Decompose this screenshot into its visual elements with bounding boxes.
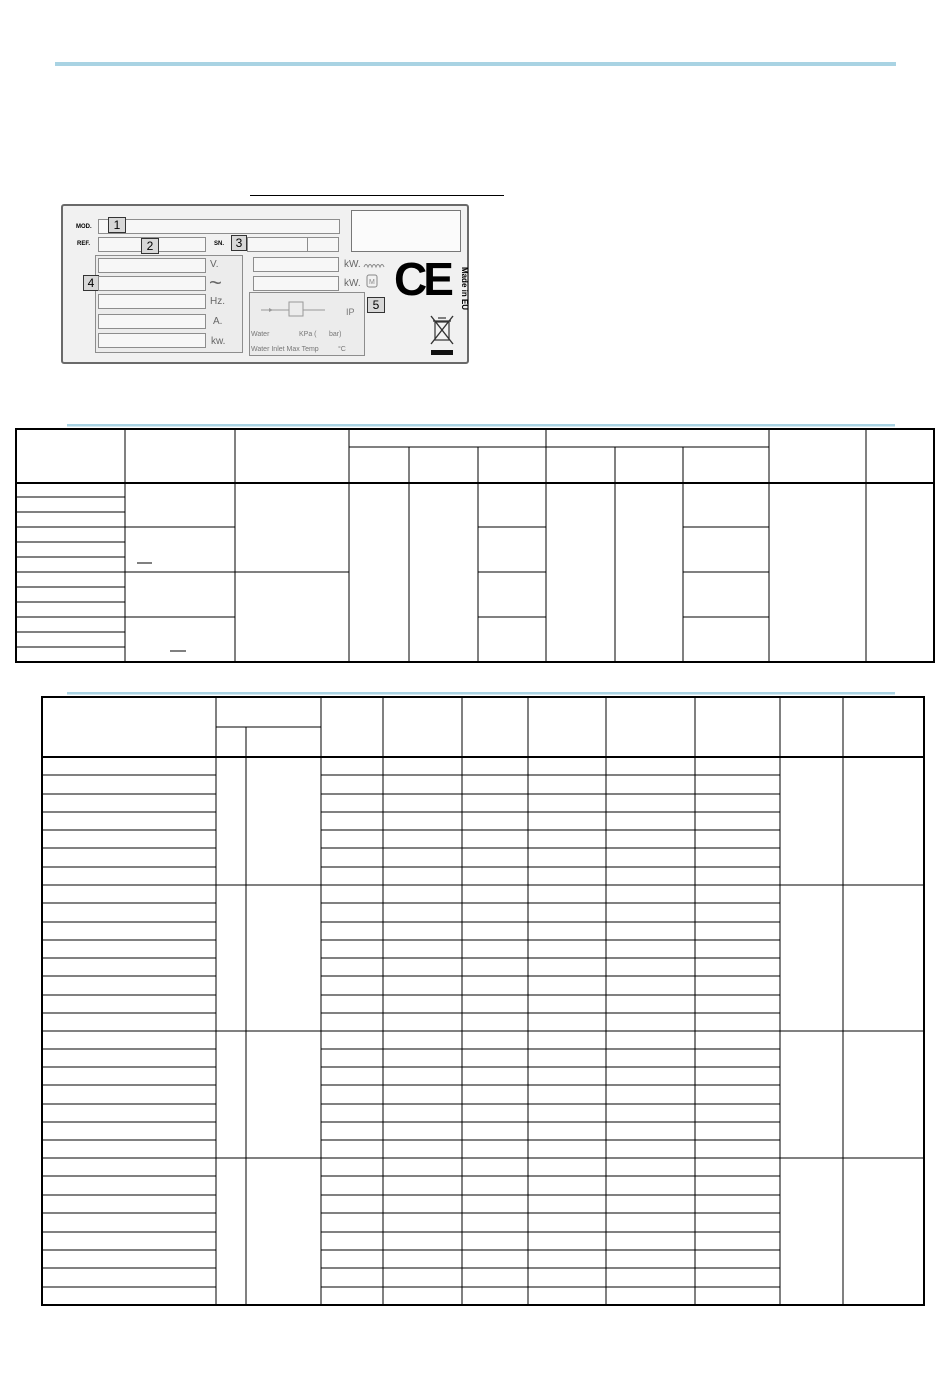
callout-2: 2 bbox=[141, 238, 159, 254]
callout-3: 3 bbox=[231, 235, 247, 251]
pressure-unit-bar: bar) bbox=[329, 331, 342, 338]
current-unit: A. bbox=[213, 316, 223, 327]
callout-1: 1 bbox=[108, 217, 126, 233]
svg-text:M: M bbox=[369, 279, 375, 286]
celsius-unit: °C bbox=[338, 346, 346, 353]
ac-phase-symbol: ~ bbox=[209, 270, 222, 295]
made-in-eu-label: Made in EU bbox=[460, 266, 470, 311]
ip-label: IP bbox=[346, 307, 355, 317]
frequency-unit: Hz. bbox=[210, 296, 225, 307]
ref-label: REF. bbox=[77, 241, 91, 247]
sn-label: SN. bbox=[214, 241, 225, 247]
motor-power-unit: kW. bbox=[344, 278, 361, 289]
water-inlet-max-temp-label: Water Inlet Max Temp bbox=[251, 346, 319, 353]
ce-mark: CE bbox=[394, 253, 450, 305]
voltage-unit: V. bbox=[210, 259, 219, 270]
mod-label: MOD. bbox=[76, 224, 92, 230]
heating-power-unit: kW. bbox=[344, 259, 361, 270]
pressure-unit-kpa: KPa ( bbox=[299, 331, 317, 338]
callout-4: 4 bbox=[83, 275, 99, 291]
water-label: Water bbox=[251, 331, 270, 338]
callout-5: 5 bbox=[367, 297, 385, 313]
power-unit: kw. bbox=[211, 336, 226, 347]
